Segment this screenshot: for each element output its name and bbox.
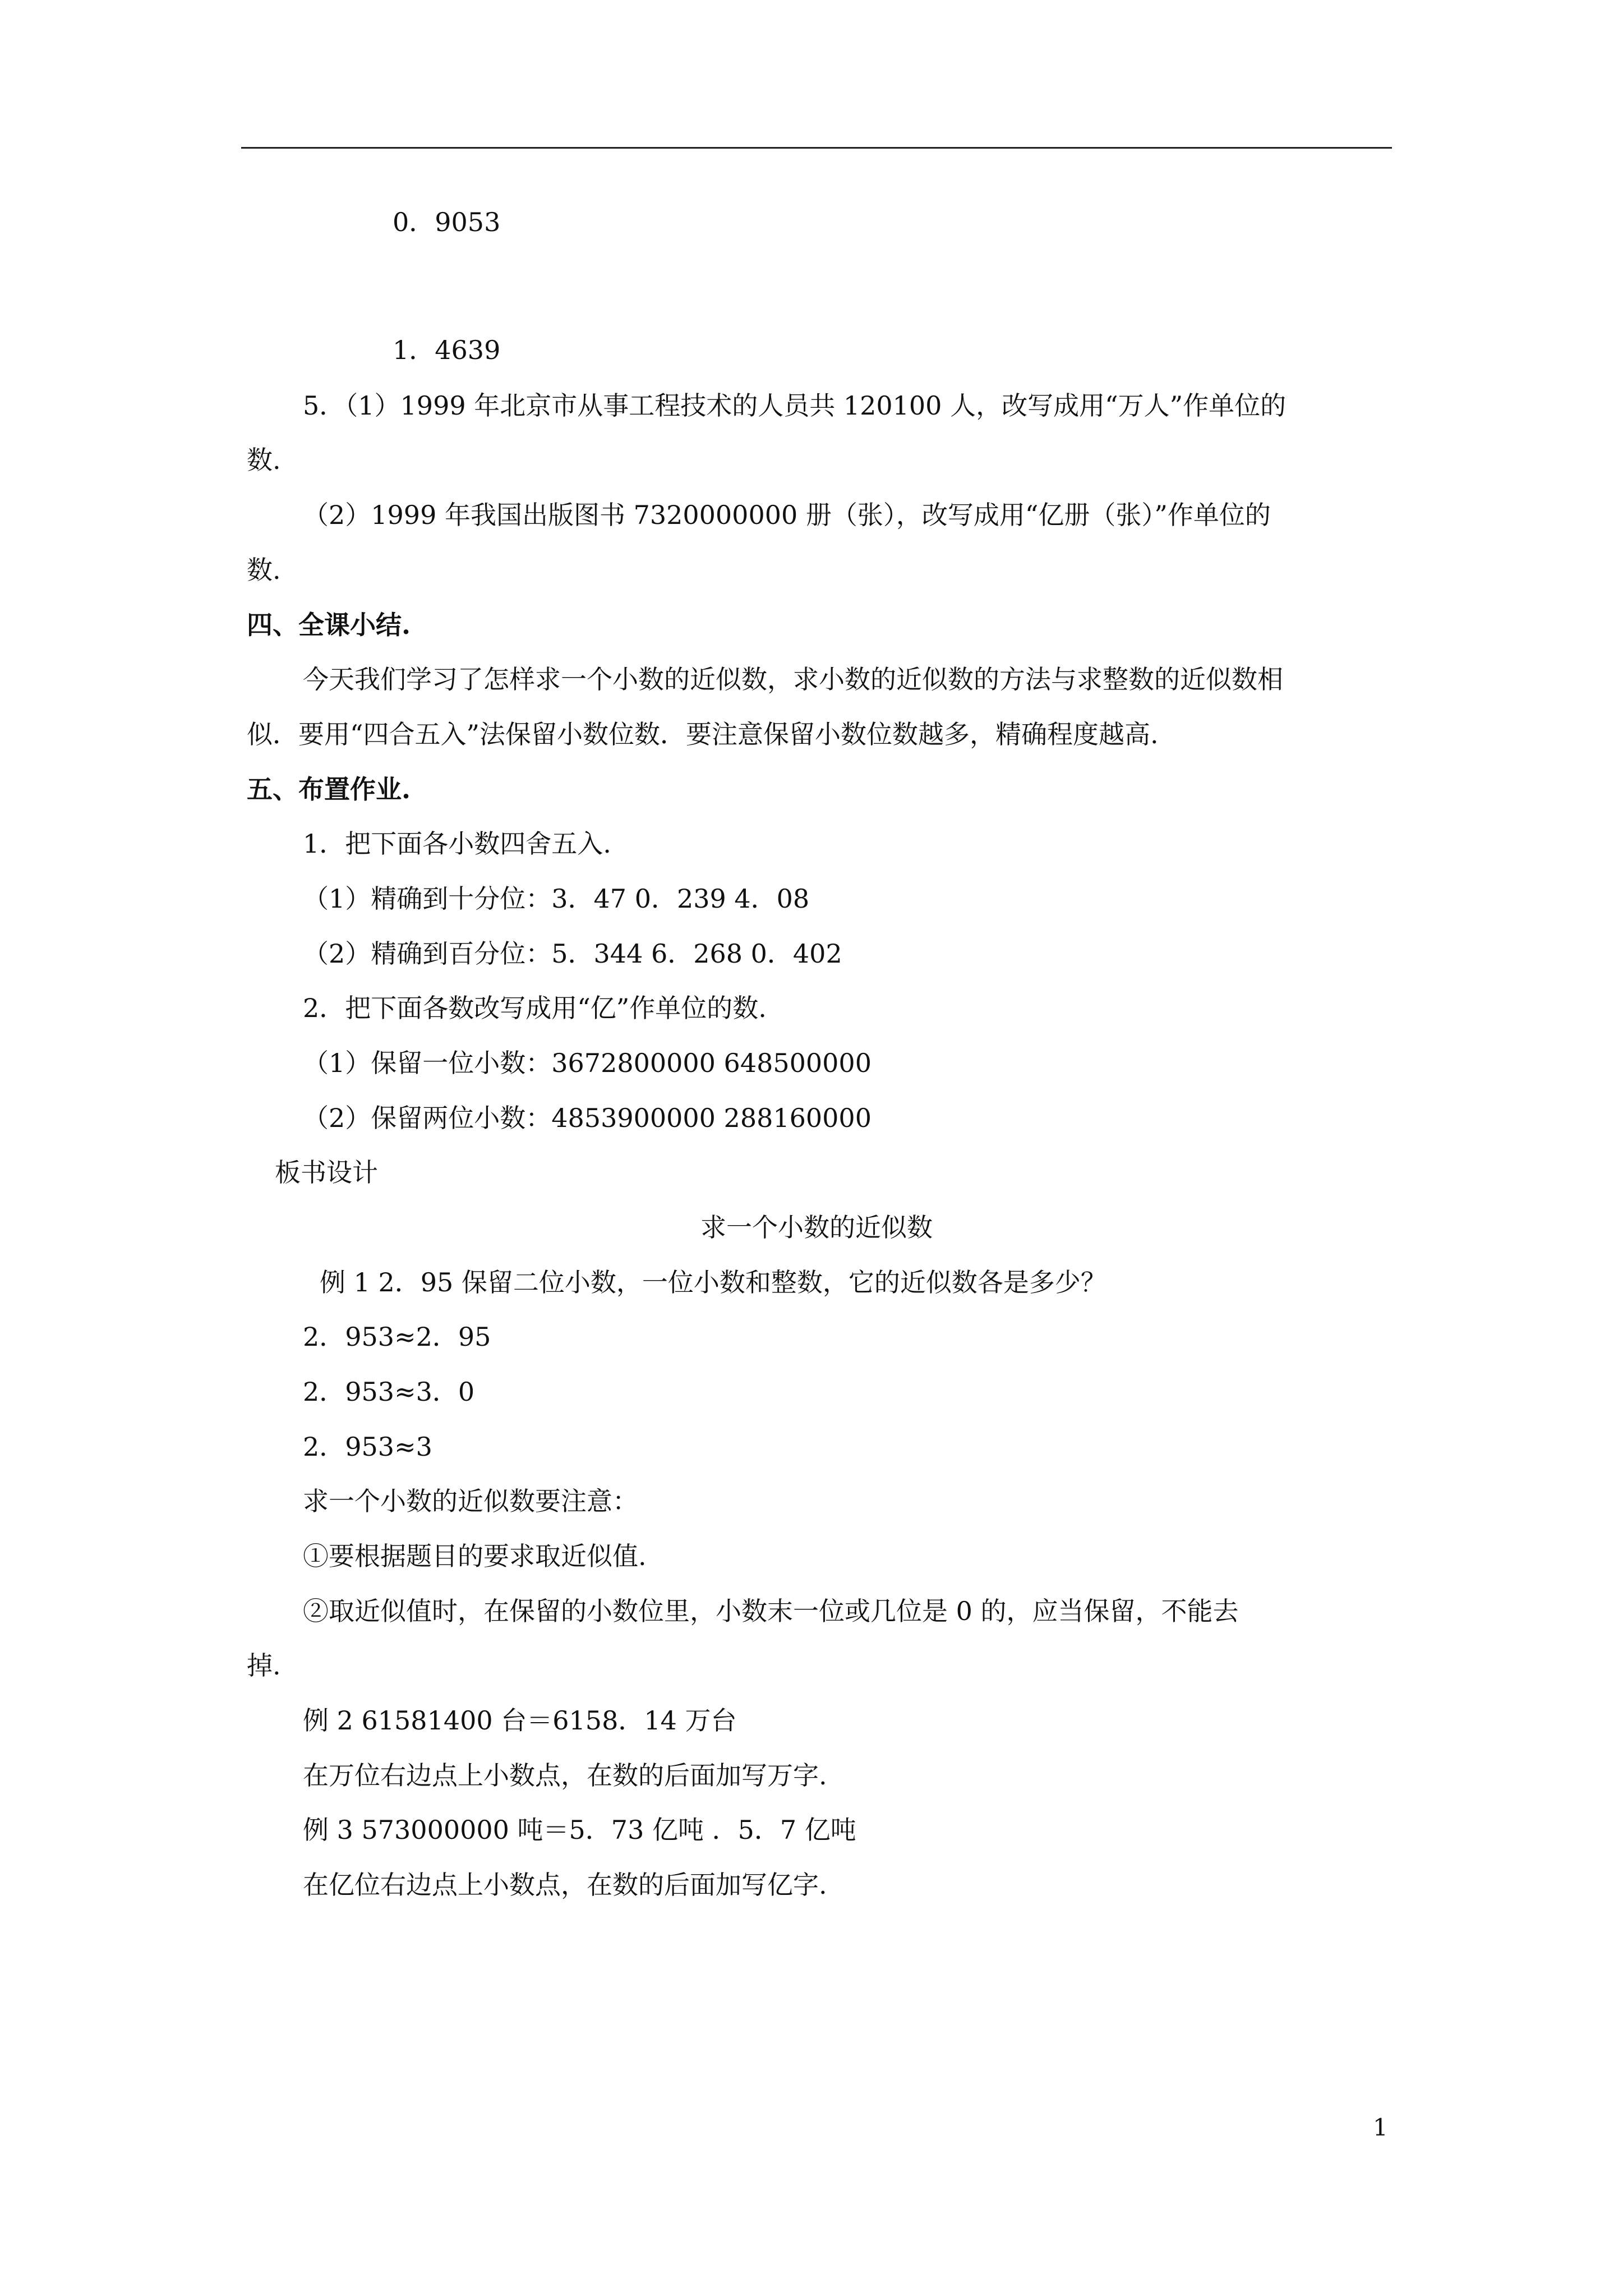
homework-item-1-sub-1: （1）精确到十分位：3．47 0．239 4．08 [303, 884, 810, 914]
board-note-2-cont: 掉. [247, 1650, 281, 1681]
homework-item-2-sub-2: （2）保留两位小数：4853900000 288160000 [303, 1103, 872, 1133]
board-note-1: ①要根据题目的要求取近似值. [303, 1541, 647, 1571]
board-note-2: ②取近似值时，在保留的小数位里，小数末一位或几位是 0 的，应当保留，不能去 [303, 1596, 1239, 1626]
board-note-heading: 求一个小数的近似数要注意： [303, 1486, 638, 1516]
answer-line-1: 0．9053 [393, 207, 501, 237]
summary-paragraph-line-1: 今天我们学习了怎样求一个小数的近似数，求小数的近似数的方法与求整数的近似数相 [303, 664, 1283, 694]
section-heading-homework: 五、布置作业. [247, 774, 411, 804]
board-example-1-step-1: 2．953≈2．95 [303, 1322, 491, 1352]
homework-item-1: 1．把下面各小数四舍五入. [303, 829, 611, 859]
board-title: 求一个小数的近似数 [700, 1212, 933, 1243]
exercise-5-part-1: 5．（1）1999 年北京市从事工程技术的人员共 120100 人，改写成用“万人”作单位的 [303, 390, 1287, 421]
homework-item-2: 2．把下面各数改写成用“亿”作单位的数. [303, 993, 767, 1023]
board-example-1: 例 1 2．95 保留二位小数，一位小数和整数，它的近似数各是多少？ [320, 1267, 1106, 1297]
exercise-5-part-2-cont: 数. [247, 555, 281, 585]
board-example-1-step-2: 2．953≈3．0 [303, 1377, 475, 1407]
board-example-2: 例 2 61581400 台＝6158．14 万台 [303, 1705, 737, 1736]
page-number: 1 [1373, 2114, 1388, 2141]
board-example-1-step-3: 2．953≈3 [303, 1432, 432, 1462]
section-heading-summary: 四、全课小结. [247, 610, 411, 640]
exercise-5-part-2: （2）1999 年我国出版图书 7320000000 册（张），改写成用“亿册（张）”作单位的 [303, 500, 1271, 530]
board-example-2-note: 在万位右边点上小数点，在数的后面加写万字. [303, 1760, 827, 1791]
board-design-label: 板书设计 [275, 1157, 378, 1188]
exercise-5-part-1-cont: 数. [247, 445, 281, 475]
board-example-3: 例 3 573000000 吨＝5．73 亿吨 ．5．7 亿吨 [303, 1815, 856, 1845]
homework-item-2-sub-1: （1）保留一位小数：3672800000 648500000 [303, 1048, 872, 1078]
board-example-3-note: 在亿位右边点上小数点，在数的后面加写亿字. [303, 1870, 827, 1900]
homework-item-1-sub-2: （2）精确到百分位：5．344 6．268 0．402 [303, 938, 842, 969]
summary-paragraph-line-2: 似．要用“四合五入”法保留小数位数．要注意保留小数位数越多，精确程度越高. [247, 719, 1159, 749]
answer-line-2: 1．4639 [393, 335, 501, 365]
header-rule [241, 147, 1392, 149]
